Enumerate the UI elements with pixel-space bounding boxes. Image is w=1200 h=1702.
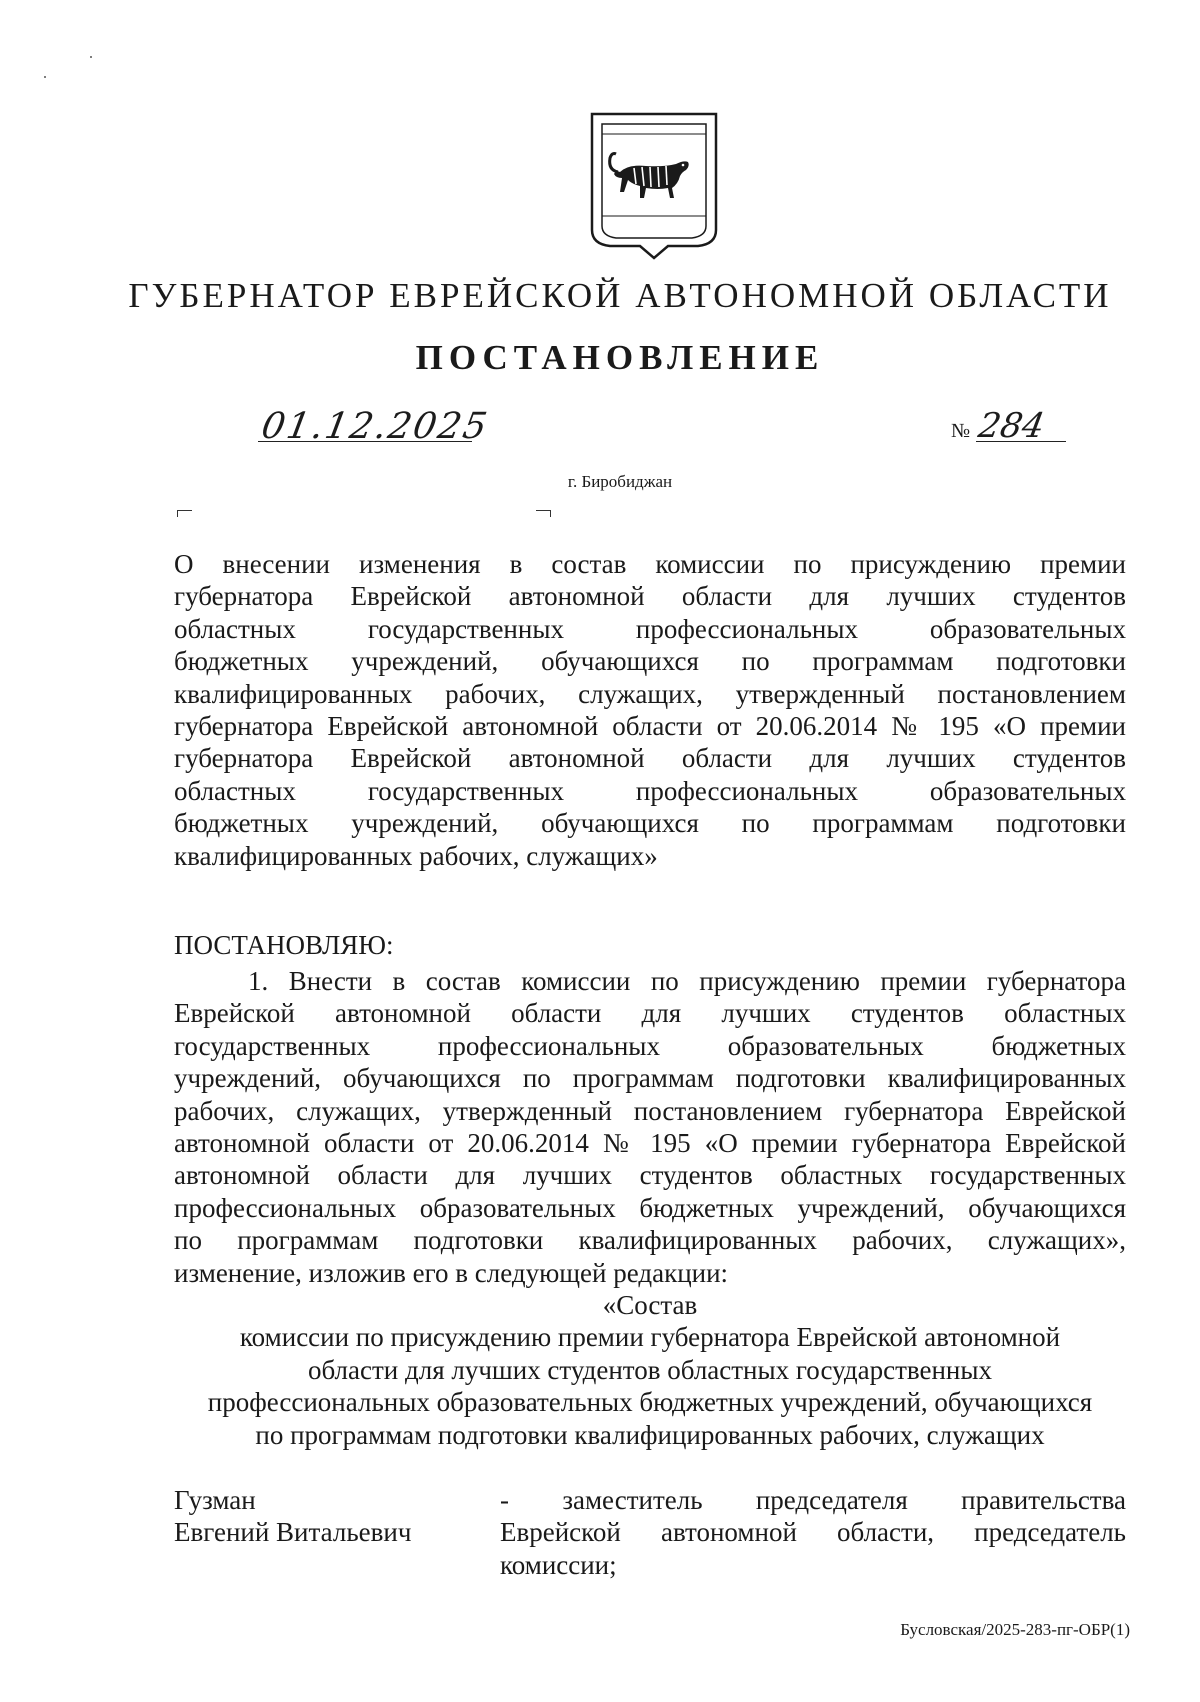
member-role-line: Еврейской автономной области, председатель: [500, 1517, 1126, 1548]
item-1: [174, 965, 1126, 1289]
composition-line: области для лучших студентов областных государственных: [307, 1354, 993, 1385]
item-1-line: 1. Внести в состав комиссии по присуждению премии губернатора: [248, 966, 1126, 996]
item-1-line: рабочих, служащих, утвержденный постановлением губернатора Еврейской: [174, 1095, 1126, 1126]
item-1-line: учреждений, обучающихся по программам подготовки квалифицированных: [174, 1063, 1126, 1094]
handwritten-number: 284: [975, 406, 1048, 446]
document-type: ПОСТАНОВЛЕНИЕ: [415, 338, 825, 377]
item-1-line: Еврейской автономной области для лучших студентов областных: [174, 998, 1126, 1029]
member-role: [500, 1484, 1126, 1581]
coat-of-arms-icon: [588, 112, 720, 262]
date-underline: [258, 441, 472, 442]
title-line: бюджетных учреждений, обучающихся по программам подготовки: [174, 808, 1126, 839]
item-1-line: по программам подготовки квалифицированных рабочих, служащих»,: [174, 1225, 1126, 1256]
scan-speck: [44, 76, 46, 78]
document-code: Бусловская/2025-283-пг-ОБР(1): [900, 1620, 1130, 1639]
scan-speck: [90, 56, 92, 58]
member-name: [174, 1484, 411, 1549]
city: г. Биробиджан: [567, 472, 673, 491]
title-line: губернатора Еврейской автономной области для лучших студентов: [174, 743, 1126, 774]
title-line: губернатора Еврейской автономной области от 20.06.2014 № 195 «О премии: [174, 711, 1126, 742]
handwritten-date: 01.12.2025: [258, 406, 492, 447]
composition-title: «Состав: [602, 1290, 698, 1320]
item-1-line: профессиональных образовательных бюджетных учреждений, обучающихся: [174, 1192, 1126, 1223]
composition-line: по программам подготовки квалифицированных рабочих, служащих: [255, 1419, 1045, 1450]
title-line: областных государственных профессиональных образовательных: [174, 613, 1126, 644]
member-given-names: Евгений Витальевич: [174, 1517, 412, 1548]
composition-line: профессиональных образовательных бюджетных учреждений, обучающихся: [207, 1387, 1093, 1418]
title-line: губернатора Еврейской автономной области для лучших студентов: [174, 581, 1126, 612]
title-line: областных государственных профессиональных образовательных: [174, 775, 1126, 806]
title-line: О внесении изменения в состав комиссии по присуждению премии: [174, 549, 1126, 579]
title-line: бюджетных учреждений, обучающихся по программам подготовки: [174, 646, 1126, 677]
title-line: квалифицированных рабочих, служащих, утвержденный постановлением: [174, 678, 1126, 709]
decree-word: ПОСТАНОВЛЯЮ:: [174, 930, 394, 960]
item-1-line: государственных профессиональных образовательных бюджетных: [174, 1030, 1126, 1061]
title-corner-right: [536, 510, 551, 517]
composition-line: комиссии по присуждению премии губернатора Еврейской автономной: [239, 1322, 1061, 1353]
item-1-line: автономной области от 20.06.2014 № 195 «О премии губернатора Еврейской: [174, 1128, 1126, 1159]
composition-heading: [174, 1289, 1126, 1451]
document-title: [174, 548, 1126, 872]
title-corner-left: [177, 510, 192, 517]
item-1-line: автономной области для лучших студентов областных государственных: [174, 1160, 1126, 1191]
number-label: №: [951, 420, 971, 442]
issuing-authority: ГУБЕРНАТОР ЕВРЕЙСКОЙ АВТОНОМНОЙ ОБЛАСТИ: [128, 276, 1112, 315]
member-surname: Гузман: [174, 1485, 256, 1515]
item-1-line: изменение, изложив его в следующей редакции:: [174, 1257, 729, 1288]
member-role-line: комиссии;: [500, 1549, 617, 1580]
number-underline: [976, 441, 1066, 442]
title-line: квалифицированных рабочих, служащих»: [174, 840, 658, 871]
member-role-line: - заместитель председателя правительства: [500, 1485, 1126, 1515]
